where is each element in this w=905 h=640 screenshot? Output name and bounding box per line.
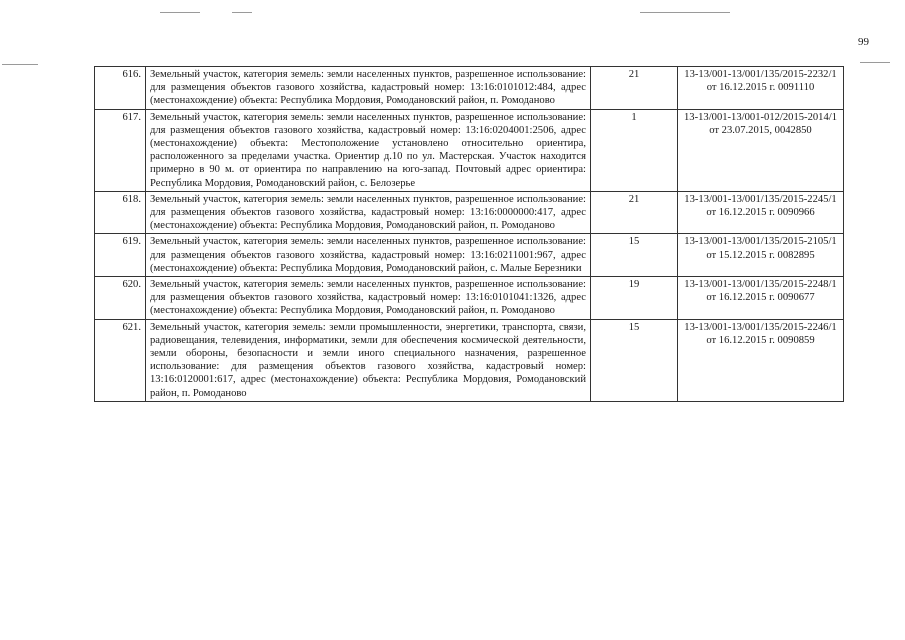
row-number: 621. [95, 319, 146, 401]
row-number: 617. [95, 109, 146, 191]
plot-description: Земельный участок, категория земель: земли населенных пунктов, разрешенное использование: для размещения объектов газового хозяйства, кадастровый номер: 13:16:0101041:1326, адрес (местонахождение) объекта: Республика Мордовия, Ромодановский район, п. Ромоданово [146, 277, 591, 320]
table-row [95, 67, 844, 110]
table-row [95, 319, 844, 401]
row-number: 616. [95, 67, 146, 110]
scan-artifact [860, 62, 890, 63]
registration-record: 13-13/001-13/001/135/2015-2105/1 от 15.12.2015 г. 0082895 [678, 234, 844, 277]
registration-record: 13-13/001-13/001/135/2015-2246/1 от 16.12.2015 г. 0090859 [678, 319, 844, 401]
plot-area: 21 [591, 67, 678, 110]
row-number: 620. [95, 277, 146, 320]
registration-record: 13-13/001-13/001/135/2015-2245/1 от 16.12.2015 г. 0090966 [678, 191, 844, 234]
row-number: 618. [95, 191, 146, 234]
table-row [95, 277, 844, 320]
registration-record: 13-13/001-13/001/135/2015-2248/1 от 16.12.2015 г. 0090677 [678, 277, 844, 320]
registry-table-body [95, 67, 844, 402]
scan-artifact [232, 12, 252, 13]
plot-area: 1 [591, 109, 678, 191]
page-number: 99 [858, 36, 869, 48]
plot-area: 21 [591, 191, 678, 234]
plot-area: 15 [591, 319, 678, 401]
row-number: 619. [95, 234, 146, 277]
plot-description: Земельный участок, категория земель: земли населенных пунктов, разрешенное использование: для размещения объектов газового хозяйства, кадастровый номер: 13:16:0101012:484, адрес (местонахождение) объекта: Республика Мордовия, Ромодановский район, п. Ромоданово [146, 67, 591, 110]
scan-artifact [2, 64, 38, 65]
table-row [95, 191, 844, 234]
plot-description: Земельный участок, категория земель: земли населенных пунктов, разрешенное использование: для размещения объектов газового хозяйства, кадастровый номер: 13:16:0000000:417, адрес (местонахождение) объекта: Республика Мордовия, Ромодановский район, п. Ромоданово [146, 191, 591, 234]
scan-artifact [160, 12, 200, 13]
table-row [95, 234, 844, 277]
plot-description: Земельный участок, категория земель: земли населенных пунктов, разрешенное использование: для размещения объектов газового хозяйства, кадастровый номер: 13:16:0211001:967, адрес (местонахождение) объекта: Республика Мордовия, Ромодановский район, с. Малые Березники [146, 234, 591, 277]
plot-description: Земельный участок, категория земель: земли промышленности, энергетики, транспорта, связи, радиовещания, телевидения, информатики, земли для обеспечения космической деятельности, земли обороны, безопасности и земли иного специального назначения, разрешенное использование: для размещения объектов газового хозяйства, кадастровый номер: 13:16:0120001:617, адрес (местонахождение) объекта: Республика Мордовия, Ромодановский район, п. Ромоданово [146, 319, 591, 401]
registration-record: 13-13/001-13/001/135/2015-2232/1 от 16.12.2015 г. 0091110 [678, 67, 844, 110]
plot-area: 15 [591, 234, 678, 277]
table-row [95, 109, 844, 191]
plot-area: 19 [591, 277, 678, 320]
registration-record: 13-13/001-13/001-012/2015-2014/1 от 23.07.2015, 0042850 [678, 109, 844, 191]
land-plot-registry-table [94, 66, 844, 402]
plot-description: Земельный участок, категория земель: земли населенных пунктов, разрешенное использование: для размещения объектов газового хозяйства, кадастровый номер: 13:16:0204001:2506, адрес (местонахождение) объекта: Местоположение установлено относительно ориентира, расположенного за пределами участка. Ориентир д.10 по ул. Мастерская. Участок находится примерно в 90 м. от ориентира по направлению на юго-запад. Почтовый адрес ориентира: Республика Мордовия, Ромодановский район, с. Белозерье [146, 109, 591, 191]
scan-artifact [640, 12, 730, 13]
